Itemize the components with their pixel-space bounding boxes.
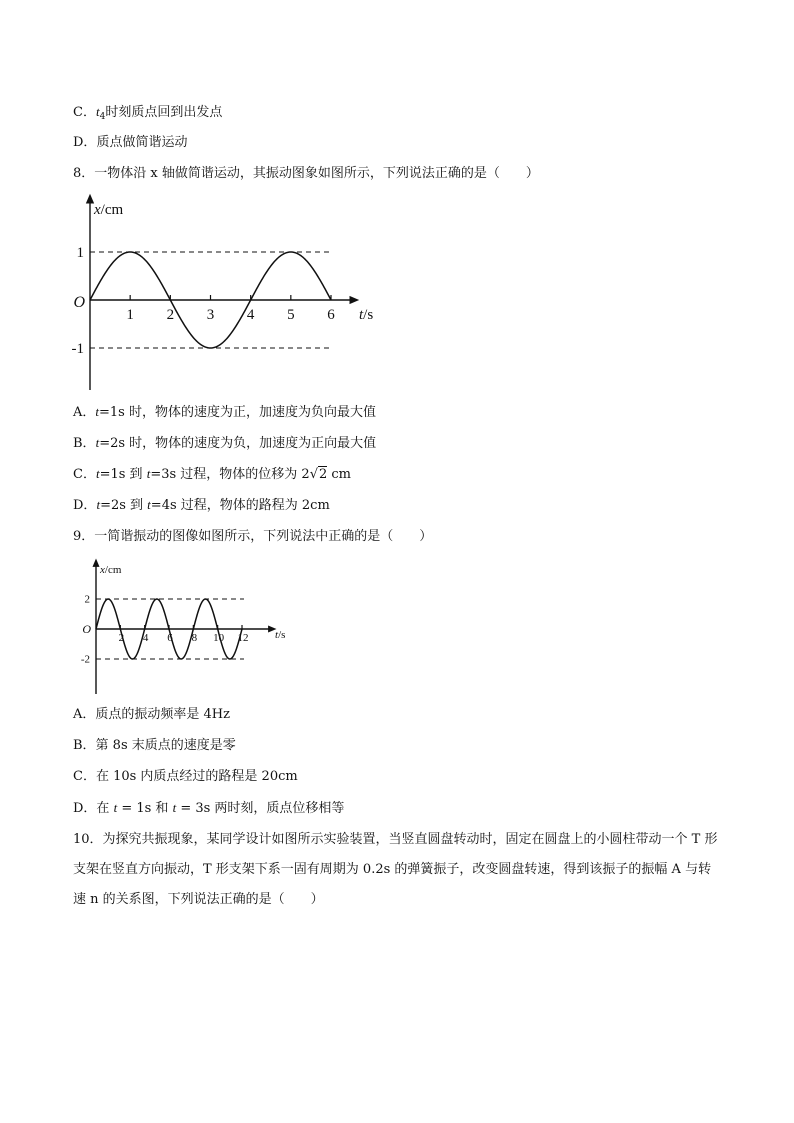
q9-option-a: A．质点的振动频率是 4Hz xyxy=(73,707,230,722)
option-prefix: D． xyxy=(73,135,97,150)
radicand: 2 xyxy=(318,467,328,482)
y-tick-label: 2 xyxy=(84,593,90,606)
y-axis-label: x/cm xyxy=(94,202,124,218)
option-prefix: B． xyxy=(73,436,96,451)
option-var: t xyxy=(95,466,100,481)
y-axis-label: x/cm xyxy=(100,564,122,576)
option-var: t xyxy=(147,497,151,512)
q10-stem: 10．为探究共振现象，某同学设计如图所示实验装置，当竖直圆盘转动时，固定在圆盘上的小圆柱带动一个 T 形支架在竖直方向振动，T 形支架下系一固有周期为 0.2s 的弹簧振子，改变圆盘转速，得到该振子的振幅 A 与转速 n 的关系图，下列说法正确的是（ ） xyxy=(73,832,718,907)
option-var: t xyxy=(113,800,118,815)
x-tick-label: 4 xyxy=(246,307,255,323)
option-text: =1s 到 xyxy=(99,467,147,482)
q9-option-b: B．第 8s 末质点的速度是零 xyxy=(73,738,236,753)
option-var: t xyxy=(95,104,100,119)
q8-stem: 8．一物体沿 x 轴做简谐运动，其振动图象如图所示，下列说法正确的是（ ） xyxy=(73,166,539,181)
option-text: = 1s 和 xyxy=(117,801,173,816)
origin-label: O xyxy=(82,622,91,636)
option-prefix: D． xyxy=(73,498,97,513)
option-var: t xyxy=(96,497,101,512)
y-tick-label: 1 xyxy=(76,245,84,261)
option-var: t xyxy=(172,800,177,815)
q8-option-d xyxy=(73,496,330,515)
option-text: = 3s 两时刻，质点位移相等 xyxy=(176,801,345,816)
option-text: =2s 到 xyxy=(100,498,148,513)
q7-option-d xyxy=(73,134,187,152)
option-var: t xyxy=(146,466,151,481)
x-tick-label: 5 xyxy=(287,307,295,323)
option-prefix: D．在 xyxy=(73,801,114,816)
x-tick-label: 2 xyxy=(118,632,125,644)
x-tick-label: 6 xyxy=(327,307,335,323)
x-tick-label: 1 xyxy=(126,307,134,323)
origin-label: O xyxy=(73,294,85,311)
q7-option-c xyxy=(73,103,222,126)
x-tick-label: 12 xyxy=(237,632,249,644)
q8-option-c xyxy=(73,465,351,484)
q9-chart xyxy=(76,558,296,698)
option-unit: cm xyxy=(327,467,352,482)
q8-option-b xyxy=(73,434,376,453)
x-tick-label: 10 xyxy=(213,632,225,644)
option-prefix: C． xyxy=(73,105,96,120)
q8-chart xyxy=(60,192,390,397)
q9-option-c: C．在 10s 内质点经过的路程是 20cm xyxy=(73,769,298,784)
option-text: =1s 时，物体的速度为正，加速度为负向最大值 xyxy=(99,405,376,420)
option-subscript: 4 xyxy=(99,112,106,122)
option-var: t xyxy=(95,435,100,450)
y-tick-label: -2 xyxy=(80,653,90,666)
x-tick-label: 6 xyxy=(167,632,173,644)
option-prefix: C． xyxy=(73,467,96,482)
x-tick-label: 3 xyxy=(206,307,215,323)
sqrt-symbol: √2 xyxy=(309,467,328,482)
option-prefix: A． xyxy=(73,405,96,420)
x-axis-label: t/s xyxy=(359,307,374,323)
x-tick-label: 8 xyxy=(191,632,198,644)
q9-option-d xyxy=(73,799,344,818)
option-text: 时刻质点回到出发点 xyxy=(105,105,223,120)
x-axis-label: t/s xyxy=(275,629,286,641)
q9-stem: 9．一简谐振动的图像如图所示，下列说法中正确的是（ ） xyxy=(73,529,433,544)
y-tick-label: -1 xyxy=(71,341,84,357)
option-text: 质点做简谐运动 xyxy=(96,135,188,150)
option-text: =4s 过程，物体的路程为 2cm xyxy=(150,498,330,513)
option-text: =3s 过程，物体的位移为 2 xyxy=(150,467,310,482)
q8-option-a xyxy=(73,403,376,422)
option-var: t xyxy=(95,404,100,419)
x-tick-label: 4 xyxy=(142,632,149,644)
option-text: =2s 时，物体的速度为负，加速度为正向最大值 xyxy=(99,436,377,451)
x-tick-label: 2 xyxy=(166,307,175,323)
